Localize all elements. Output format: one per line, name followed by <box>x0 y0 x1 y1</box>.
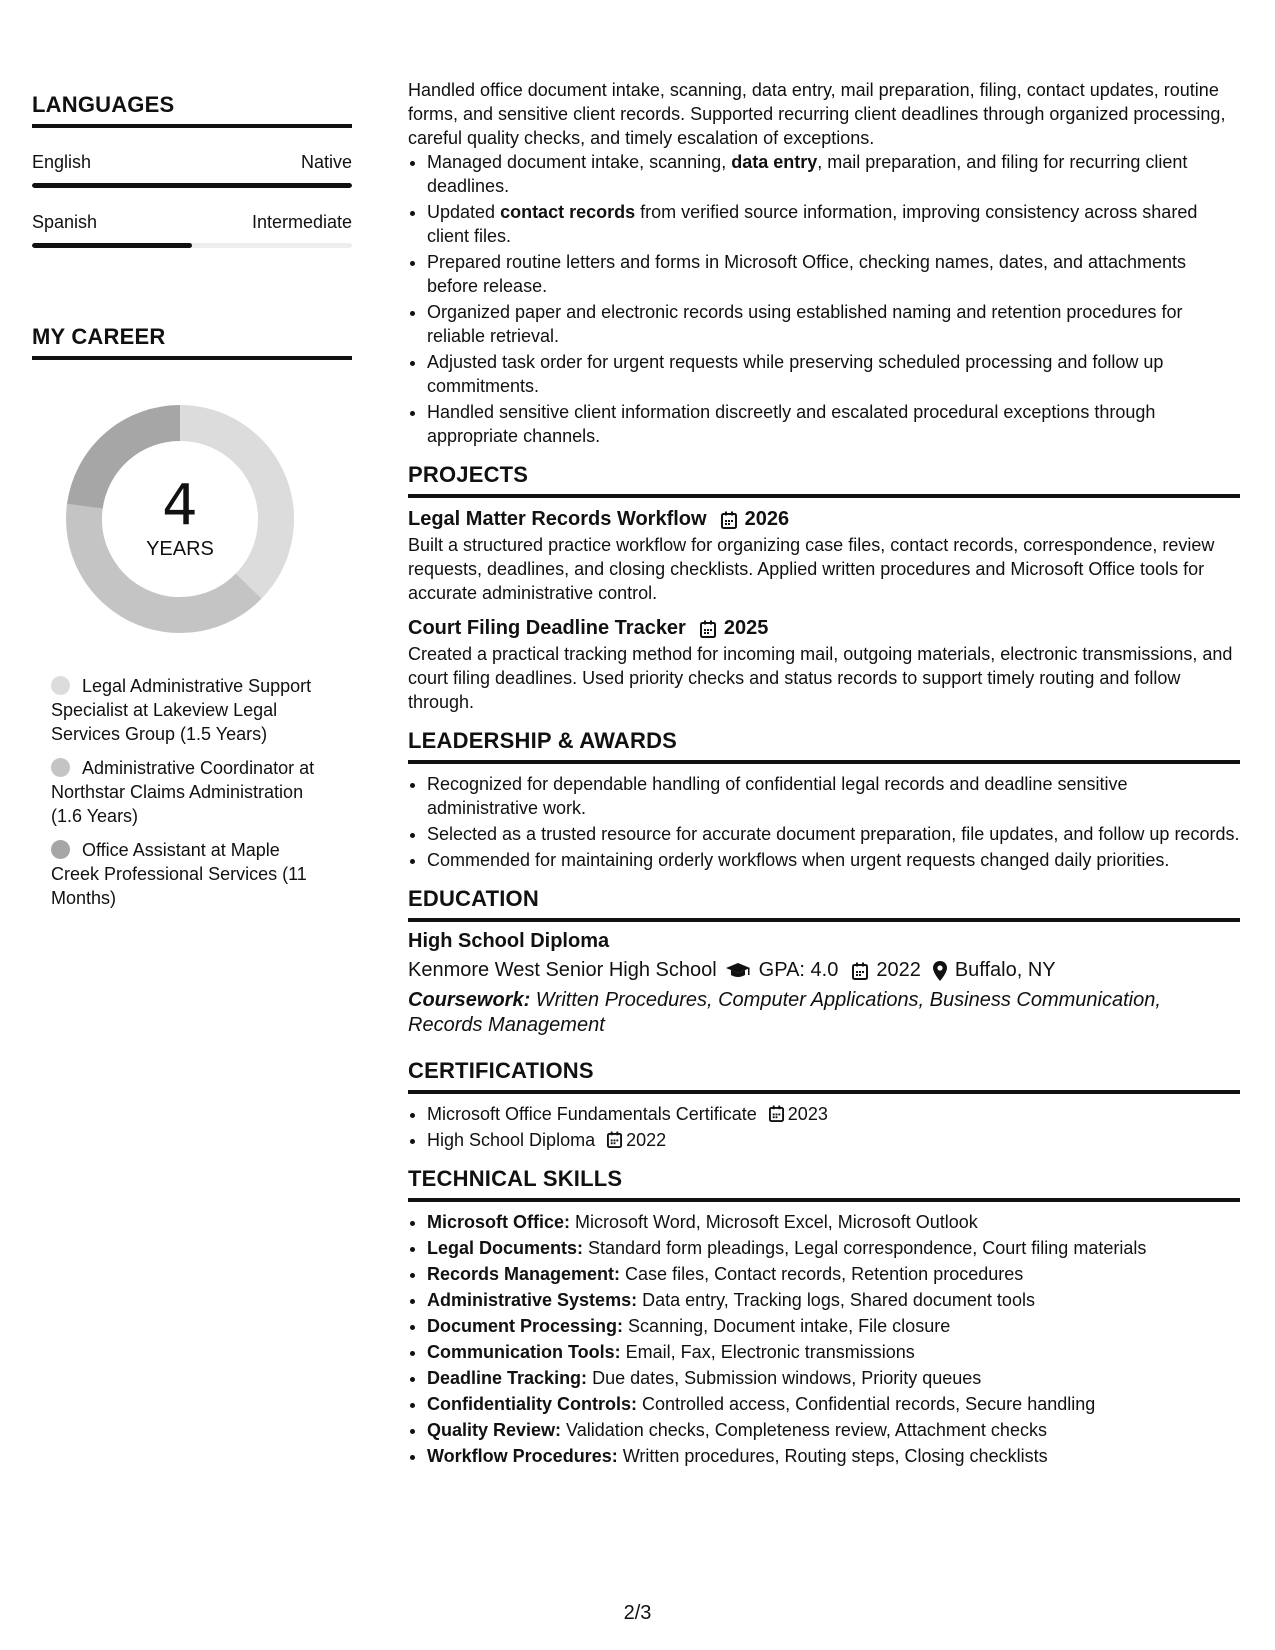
bullet-text: Updated <box>427 202 501 222</box>
skill-values: Email, Fax, Electronic transmissions <box>620 1342 915 1362</box>
skill-category: Microsoft Office: <box>427 1212 571 1232</box>
certification-year: 2023 <box>787 1104 828 1124</box>
skill-values: Due dates, Submission windows, Priority queues <box>587 1368 982 1388</box>
skill-item <box>427 1236 1240 1260</box>
skill-item <box>427 1366 1240 1390</box>
skill-category: Document Processing: <box>427 1316 624 1336</box>
project-heading <box>408 617 1240 640</box>
skill-item <box>427 1288 1240 1312</box>
language-item <box>32 212 352 248</box>
project-description: Created a practical tracking method for incoming mail, outgoing materials, electronic transmissions, and court filing deadlines. Used priority checks and status records to support timely routing and follow through. <box>408 644 1233 712</box>
skill-values: Data entry, Tracking logs, Shared document tools <box>637 1290 1035 1310</box>
projects-section <box>408 462 1240 714</box>
experience-summary: Handled office document intake, scanning, data entry, mail preparation, filing, contact updates, routine forms, and sensitive client records. Supported recurring client deadlines through organized processing, careful quality checks, and timely escalation of exceptions. <box>408 80 1226 148</box>
project-heading <box>408 508 1240 531</box>
skill-values: Written procedures, Routing steps, Closing checklists <box>617 1446 1048 1466</box>
education-location: Buffalo, NY <box>954 959 1056 981</box>
calendar-icon <box>721 511 737 529</box>
education-degree: High School Diploma <box>408 930 610 952</box>
certification-item <box>427 1128 1240 1152</box>
skill-item <box>427 1444 1240 1468</box>
coursework-list: Written Procedures, Computer Applications, Business Communication, Records Management <box>408 989 1161 1036</box>
certification-year: 2022 <box>626 1130 667 1150</box>
leadership-item: • Recognized for dependable handling of confidential legal records and deadline sensitive administrative work. <box>427 772 1240 820</box>
legend-item <box>51 838 331 910</box>
language-item <box>32 152 352 188</box>
skill-values: Microsoft Word, Microsoft Excel, Microsoft Outlook <box>570 1212 978 1232</box>
career-title: MY CAREER <box>32 324 352 360</box>
legend-item <box>51 674 331 746</box>
skill-values: Validation checks, Completeness review, Attachment checks <box>561 1420 1047 1440</box>
legend-label: Office Assistant at Maple Creek Professional Services (11 Months) <box>51 840 307 908</box>
skill-item <box>427 1392 1240 1416</box>
legend-dot <box>51 840 70 859</box>
right-column <box>408 78 1240 1470</box>
career-total-years: 4 <box>162 472 198 538</box>
language-name: English <box>32 152 92 172</box>
legend-dot <box>51 676 70 695</box>
skill-category: Administrative Systems: <box>427 1290 638 1310</box>
language-level: Native <box>300 152 352 172</box>
coursework-label: Coursework: <box>408 989 531 1011</box>
skill-values: Controlled access, Confidential records, Secure handling <box>637 1394 1096 1414</box>
experience-bullet: • Organized paper and electronic records using established naming and retention procedures for reliable retrieval. <box>427 300 1240 348</box>
projects-title: PROJECTS <box>408 462 1240 498</box>
graduation-cap-icon <box>725 962 751 980</box>
left-column <box>32 92 352 920</box>
certifications-title: CERTIFICATIONS <box>408 1058 1240 1094</box>
language-level-bar <box>32 243 352 248</box>
skill-item <box>427 1262 1240 1286</box>
skills-section <box>408 1166 1240 1468</box>
certifications-section <box>408 1058 1240 1152</box>
skill-values: Case files, Contact records, Retention procedures <box>620 1264 1024 1284</box>
experience-bullet <box>427 200 1240 248</box>
education-title: EDUCATION <box>408 886 1240 922</box>
certification-item <box>427 1102 1240 1126</box>
calendar-icon <box>607 1131 622 1148</box>
education-coursework <box>408 988 1240 1038</box>
education-details <box>408 959 1240 982</box>
skill-item <box>427 1210 1240 1234</box>
skill-category: Workflow Procedures: <box>427 1446 618 1466</box>
education-school: Kenmore West Senior High School <box>408 959 717 981</box>
bullet-text: from verified source information, improving consistency across shared client files. <box>427 202 1198 246</box>
legend-label: Legal Administrative Support Specialist at Lakeview Legal Services Group (1.5 Years) <box>51 676 312 744</box>
language-level: Intermediate <box>251 212 352 232</box>
education-section <box>408 886 1240 1038</box>
location-pin-icon <box>933 961 947 981</box>
bullet-keyword: contact records <box>500 202 636 222</box>
skill-category: Confidentiality Controls: <box>427 1394 637 1414</box>
skill-values: Scanning, Document intake, File closure <box>623 1316 951 1336</box>
project-name: Court Filing Deadline Tracker <box>408 617 686 639</box>
leadership-title: LEADERSHIP & AWARDS <box>408 728 1240 764</box>
legend-dot <box>51 758 70 777</box>
calendar-icon <box>852 962 868 980</box>
experience-bullet <box>427 150 1240 198</box>
education-year: 2022 <box>876 959 921 981</box>
languages-title: LANGUAGES <box>32 92 352 128</box>
skill-category: Legal Documents: <box>427 1238 584 1258</box>
skill-item <box>427 1418 1240 1442</box>
bullet-keyword: data entry <box>731 152 818 172</box>
skill-item <box>427 1340 1240 1364</box>
skill-category: Records Management: <box>427 1264 621 1284</box>
language-level-fill <box>32 183 352 188</box>
language-name: Spanish <box>32 212 98 232</box>
project-year: 2026 <box>744 508 790 530</box>
skill-item <box>427 1314 1240 1338</box>
career-donut-chart <box>65 404 295 634</box>
language-level-bar <box>32 183 352 188</box>
calendar-icon <box>700 620 716 638</box>
bullet-text: , mail preparation, and filing for recurring client deadlines. <box>427 152 1188 196</box>
page-number: 2/3 <box>623 1602 652 1624</box>
legend-label: Administrative Coordinator at Northstar Claims Administration (1.6 Years) <box>51 758 315 826</box>
legend-item <box>51 756 331 828</box>
career-unit: YEARS <box>146 537 214 560</box>
experience-bullet: • Handled sensitive client information discreetly and escalated procedural exceptions through appropriate channels. <box>427 400 1240 448</box>
skill-values: Standard form pleadings, Legal correspondence, Court filing materials <box>583 1238 1147 1258</box>
certification-name: High School Diploma <box>427 1130 596 1150</box>
leadership-section <box>408 728 1240 872</box>
certification-name: Microsoft Office Fundamentals Certificate <box>427 1104 757 1124</box>
skill-category: Deadline Tracking: <box>427 1368 588 1388</box>
project-name: Legal Matter Records Workflow <box>408 508 707 530</box>
career-legend <box>51 674 331 910</box>
experience-bullet: • Adjusted task order for urgent requests while preserving scheduled processing and follow up commitments. <box>427 350 1240 398</box>
skill-category: Quality Review: <box>427 1420 562 1440</box>
skill-category: Communication Tools: <box>427 1342 621 1362</box>
project-description: Built a structured practice workflow for organizing case files, contact records, correspondence, review requests, deadlines, and closing checklists. Applied written procedures and Microsoft Office tools for accurate administrative control. <box>408 535 1215 603</box>
skills-title: TECHNICAL SKILLS <box>408 1166 1240 1202</box>
calendar-icon <box>769 1105 784 1122</box>
experience-bullets <box>408 150 1240 448</box>
experience-bullet: • Prepared routine letters and forms in Microsoft Office, checking names, dates, and attachments before release. <box>427 250 1240 298</box>
education-gpa: GPA: 4.0 <box>758 959 839 981</box>
language-level-fill <box>32 243 192 248</box>
bullet-text: Managed document intake, scanning, <box>427 152 732 172</box>
project-year: 2025 <box>723 617 769 639</box>
donut-center <box>65 404 295 634</box>
leadership-item: • Selected as a trusted resource for accurate document preparation, file updates, and follow up records. <box>427 822 1240 846</box>
leadership-item: • Commended for maintaining orderly workflows when urgent requests changed daily priorities. <box>427 848 1240 872</box>
